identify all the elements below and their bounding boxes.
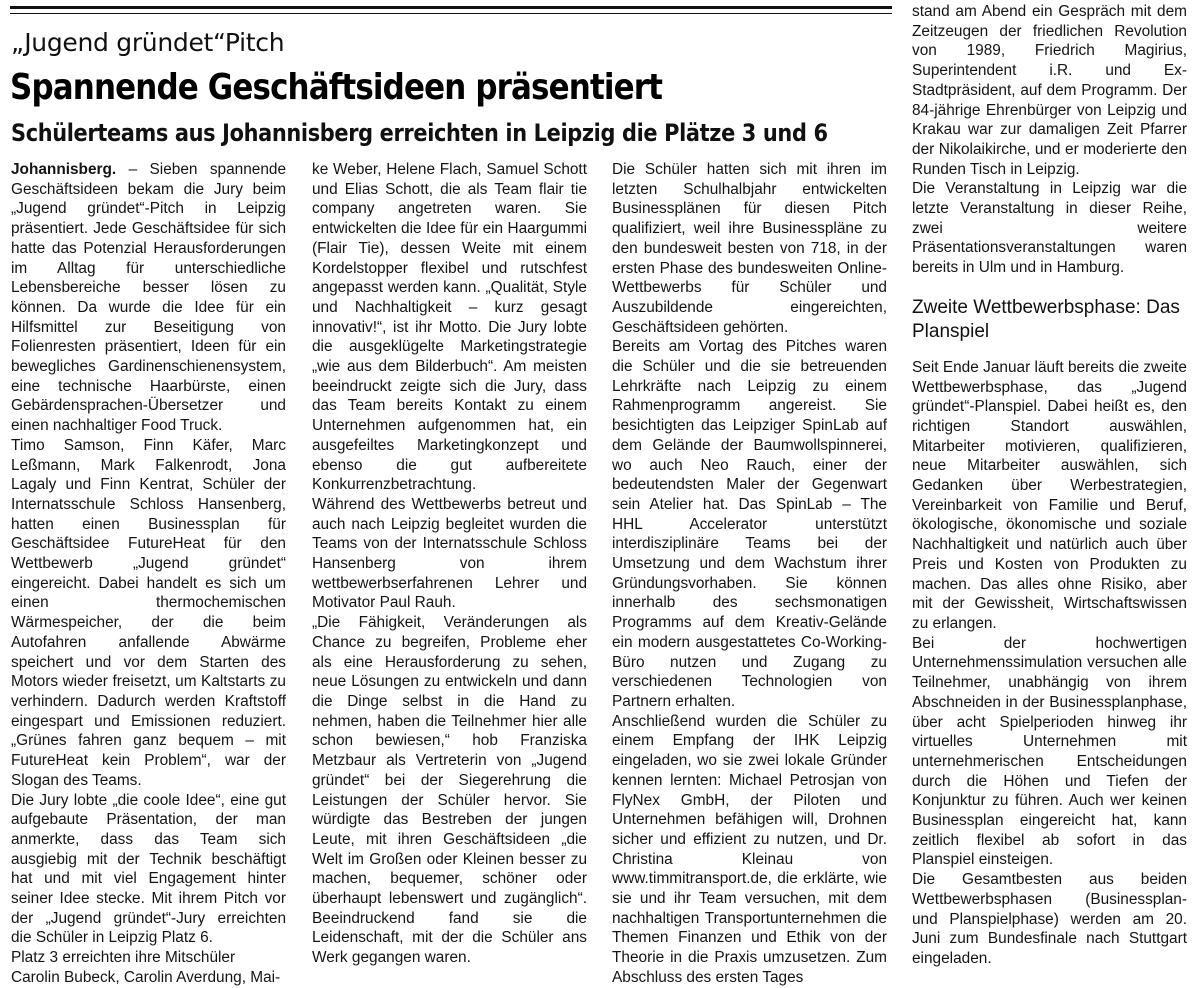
text-column-2	[312, 160, 587, 968]
article-kicker: „Jugend gründet“Pitch	[11, 28, 285, 57]
body-paragraph: stand am Abend ein Gespräch mit dem Zeitzeugen der friedlichen Revolution von 1989, Friedrich Magirius, Superintendent i.R. und Ex-Stadtpräsident, auf dem Programm. Der 84-jährige Ehrenbürger von Leipzig und Krakau war zur damaligen Zeit Pfarrer der Nikolaikirche, und er moderierte den Runden Tisch in Leipzig.	[912, 3, 1187, 178]
body-paragraph	[11, 160, 286, 436]
body-paragraph: Die Veranstaltung in Leipzig war die letzte Veranstaltung in dieser Reihe, zwei weitere Präsentationsveranstaltungen waren bereits in Ulm und in Hamburg.	[912, 180, 1187, 277]
body-paragraph: Timo Samson, Finn Käfer, Marc Leßmann, Mark Falkenrodt, Jona Lagaly und Finn Kentrat, Schüler der Internatsschule Schloss Hansenberg, hatten einen Businessplan für Geschäftsidee FutureHeat für den Wettbewerb „Jugend gründet“ eingereicht. Dabei handelt es sich um einen thermochemischen Wärmespeicher, der die beim Autofahren anfallende Abwärme speichert und vor dem Starten des Motors wieder freisetzt, um Kaltstarts zu verhindern. Dadurch werden Kraftstoff eingespart und Emissionen reduziert. „Grünes fahren ganz bequem – mit FutureHeat kein Problem“, war der Slogan des Teams.	[11, 436, 286, 789]
article-headline: Spannende Geschäftsideen präsentiert	[10, 67, 663, 108]
body-paragraph: Seit Ende Januar läuft bereits die zweite Wettbewerbsphase, das „Jugend gründet“-Planspiel. Dabei heißt es, den richtigen Standort auswählen, Mitarbeiter motivieren, qualifizieren, neue Mitarbeiter auswählen, sich Gedanken über Werbestrategien, Vereinbarkeit von Familie und Beruf, ökologische, ökonomische und soziale Nachhaltigkeit und natürlich auch über Preis und Kosten von Produkten zu machen. Das alles ohne Risiko, aber mit der Gewissheit, Wirtschaftswissen zu erlangen.	[912, 358, 1187, 632]
body-paragraph: Anschließend wurden die Schüler zu einem Empfang der IHK Leipzig eingeladen, wo sie zwei lokale Gründer kennen lernten: Michael Petrosjan von FlyNex GmbH, der Piloten und Unternehmen befähigen will, Drohnen sicher und effizient zu nutzen, und Dr. Christina Kleinau von www.timmitransport.de, die erklärte, wie sie und ihr Team versuchen, mit dem nachhaltigen Transportunternehmen die Themen Finanzen und Ethik von der Theorie in die Praxis umzusetzen. Zum Abschluss des ersten Tages	[612, 712, 887, 986]
article-subheadline: Schülerteams aus Johannisberg erreichten in Leipzig die Plätze 3 und 6	[11, 119, 828, 147]
body-paragraph: „Die Fähigkeit, Veränderungen als Chance zu begreifen, Probleme eher als eine Herausforderung zu sehen, neue Lösungen zu entwickeln und dann die Dinge selbst in die Hand zu nehmen, haben die Teilnehmer hier alle schon bewiesen,“ hob Franziska Metzbaur als Vertreterin von „Jugend gründet“ bei der Siegerehrung die Leistungen der Schüler hervor. Sie würdigte das Bestreben der jungen Leute, mit ihren Geschäftsideen „die Welt im Großen oder Kleinen besser zu machen, bequemer, schöner oder überhaupt lebenswert und zugänglich“. Beeindruckend fand sie die Leidenschaft, mit der die Schüler ans Werk gegangen waren.	[312, 614, 587, 967]
section-heading: Zweite Wettbewerbsphase: Das Planspiel	[912, 296, 1180, 342]
body-paragraph: Platz 3 erreichten ihre Mitschüler Carolin Bubeck, Carolin Averdung, Mai-	[11, 949, 281, 986]
body-paragraph: Während des Wettbewerbs betreut und auch nach Leipzig begleitet wurden die Teams von der Internatsschule Schloss Hansenberg von ihrem wettbewerbserfahrenen Lehrer und Motivator Paul Rauh.	[312, 495, 587, 612]
header-rule	[10, 6, 892, 14]
body-paragraph: Die Schüler hatten sich mit ihren im letzten Schulhalbjahr entwickelten Businessplänen für diesen Pitch qualifiziert, weil ihre Businesspläne zu den bundesweit besten von 718, in der ersten Phase des bundesweiten Online-Wettbewerbs für Schüler und Auszubildende eingereichten, Geschäftsideen gehörten.	[612, 161, 887, 336]
body-paragraph: Die Gesamtbesten aus beiden Wettbewerbsphasen (Businessplan- und Planspielphase) werden am 20. Juni zum Bundesfinale nach Stuttgart eingeladen.	[912, 871, 1187, 967]
paragraph-text: – Sieben spannende Geschäftsideen bekam die Jury beim „Jugend gründet“-Pitch in Leipzig präsentiert. Jede Geschäftsidee für sich hatte das Potenzial Herausforderungen im Alltag für unterschiedliche Lebensbereiche besser lösen zu können. Da wurde die Idee für ein Hilfsmittel zur Beseitigung von Folienresten präsentiert, Ideen für ein bewegliches Gardinenschienensystem, eine technische Haarbürste, einen Gebärdensprachen-Übersetzer und einen nachhaltiger Food Truck.	[11, 161, 286, 435]
body-paragraph: Bei der hochwertigen Unternehmenssimulation versuchen alle Teilnehmer, unabhängig von ihrem Abschneiden in der Businessplanphase, über acht Spielperioden hinweg ihr virtuelles Unternehmen mit unternehmerischen Entscheidungen durch die Höhen und Tiefen der Konjunktur zu führen. Auch wer keinen Businessplan eingereicht hat, kann zeitlich flexibel ab sofort in das Planspiel einsteigen.	[912, 634, 1187, 869]
body-paragraph: Bereits am Vortag des Pitches waren die Schüler und die sie betreuenden Lehrkräfte nach Leipzig zu einem Rahmenprogramm angereist. Sie besichtigten das Leipziger SpinLab auf dem Gelände der Baumwollspinnerei, wo auch Neo Rauch, einer der bedeutendsten Maler der Gegenwart sein Atelier hat. Das SpinLab – The HHL Accelerator unterstützt interdisziplinäre Teams bei der Umsetzung und dem Wachstum ihrer Gründungsvorhaben. Sie können innerhalb des sechsmonatigen Programms auf dem Kreativ-Gelände ein modern ausgestattetes Co-Working-Büro nutzen und Zugang zu verschiedenen Technologien von Partnern erhalten.	[612, 338, 887, 710]
body-paragraph: ke Weber, Helene Flach, Samuel Schott und Elias Schott, die als Team flair tie company angetreten waren. Sie entwickelten die Idee für ein Haargummi (Flair Tie), dessen Weite mit einem Kordelstopper flexibel und rutschfest angepasst werden kann. „Qualität, Style und Nachhaltigkeit – kurz gesagt innovativ!“, ist ihr Motto. Die Jury lobte die ausgeklügelte Marketingstrategie „wie aus dem Bilderbuch“. Am meisten beeindruckt zeigte sich die Jury, dass das Team bereits Kontakt zu einem Unternehmen aufgenommen hat, ein ausgefeiltes Marketingkonzept und ebenso die gut aufbereitete Konkurrenzbetrachtung.	[312, 161, 587, 494]
text-column-3	[612, 160, 887, 988]
text-column-4	[912, 2, 1187, 969]
dateline: Johannisberg.	[11, 161, 117, 178]
text-column-1	[11, 160, 286, 988]
body-paragraph: Die Jury lobte „die coole Idee“, eine gut aufgebaute Präsentation, der man anmerkte, dass das Team sich ausgiebig mit der Technik beschäftigt hat und mit viel Engagement hinter seiner Idee stecke. Mit ihrem Pitch vor der „Jugend gründet“-Jury erreichten die Schüler in Leipzig Platz 6.	[11, 791, 286, 947]
